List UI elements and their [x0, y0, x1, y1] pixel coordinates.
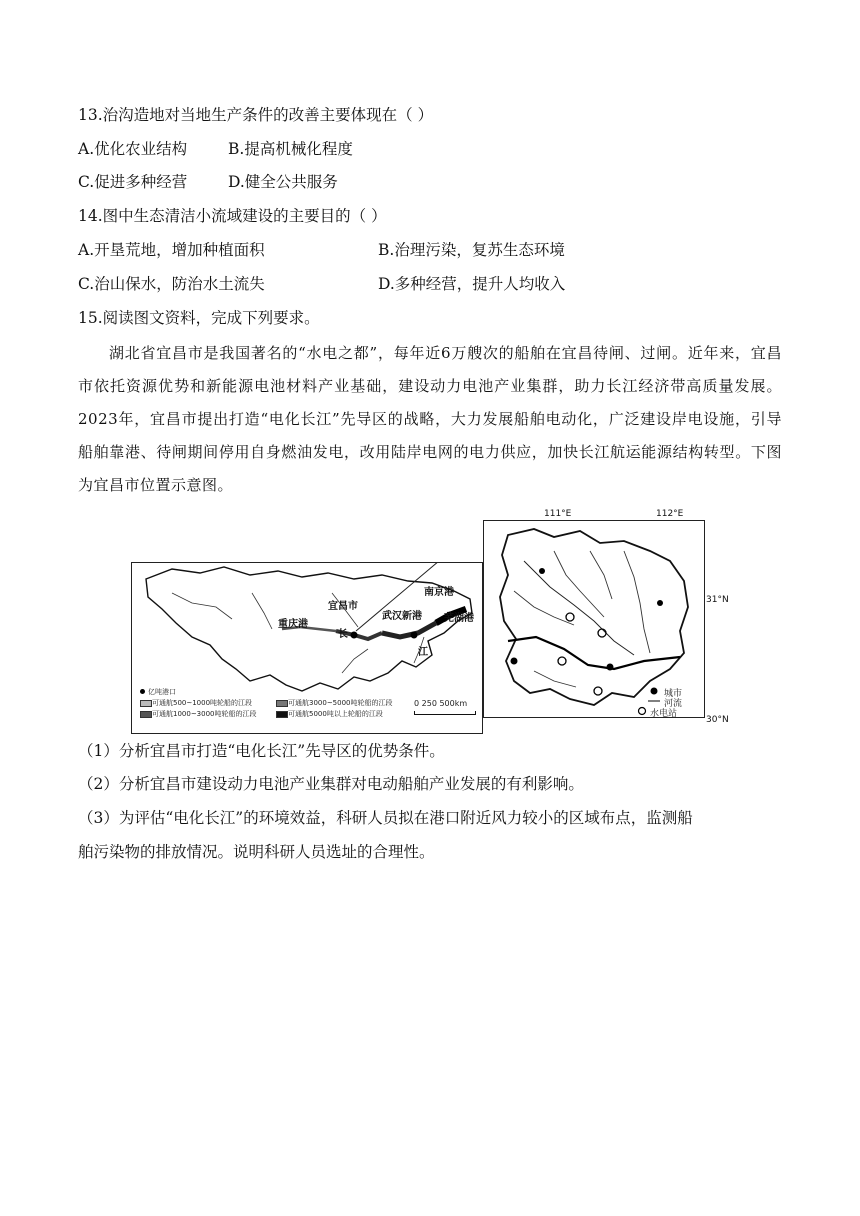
label-nanjing-port: 南京港 [424, 587, 454, 598]
legend-l1: 可通航500~1000吨轮船的江段 [152, 699, 253, 707]
q13-option-c[interactable]: C.促进多种经营 [78, 173, 188, 191]
lat-31: 31°N [706, 595, 729, 605]
scale-text: 0 250 500km [414, 699, 468, 708]
q15-sub3-line1: （3）为评估“电化长江”的环境效益，科研人员拟在港口附近风力较小的区域布点，监测船 [78, 809, 693, 827]
label-wuhan-port: 武汉新港 [382, 611, 422, 622]
label-river-jiang: 江 [418, 647, 428, 658]
q14-stem: 14.图中生态清洁小流域建设的主要目的（ ） [78, 207, 387, 225]
yichang-location-figure [131, 509, 729, 725]
q13-option-d[interactable]: D.健全公共服务 [228, 173, 338, 191]
q14-option-b[interactable]: B.治理污染，复苏生态环境 [378, 241, 565, 259]
legend-l2: 可通航1000~3000吨轮船的江段 [152, 710, 257, 718]
q15-passage: 湖北省宜昌市是我国著名的“水电之都”，每年近6万艘次的船舶在宜昌待闸、过闸。近年来，宜昌市依托资源优势和新能源电池材料产业基础，建设动力电池产业集群，助力长江经济带高质量发展。2023年，宜昌市提出打造“电化长江”先导区的战略，大力发展船舶电动化，广泛建设岸电设施，引导船舶靠港、待闸期间停用自身燃油发电，改用陆岸电网的电力供应，加快长江航运能源结构转型。下图为宜昌市位置示意图。 [78, 344, 782, 494]
legend-station-label: 水电站 [650, 709, 678, 719]
legend-city-label: 城市 [664, 689, 683, 699]
legend-river-label: 河流 [664, 699, 683, 709]
q13-option-b[interactable]: B.提高机械化程度 [228, 140, 353, 158]
legend-swatch-4 [276, 711, 288, 718]
q14-option-a[interactable]: A.开垦荒地，增加种植面积 [78, 241, 265, 259]
yichang-inset-map [483, 509, 729, 725]
q13-option-a[interactable]: A.优化农业结构 [78, 140, 188, 158]
city-dot-2 [607, 664, 614, 671]
yangtze-basin-map [131, 562, 483, 734]
city-dot-3 [539, 568, 545, 574]
label-wuhu-port: 芜湖港 [444, 613, 474, 624]
legend-port: 亿吨港口 [148, 688, 176, 696]
map-legend [138, 687, 478, 731]
lon-112: 112°E [656, 509, 684, 519]
q14-options-row2 [78, 274, 565, 294]
q14-option-d[interactable]: D.多种经营，提升人均收入 [378, 275, 566, 293]
scale-bar [414, 711, 476, 715]
city-dot-1 [511, 658, 518, 665]
label-yichang: 宜昌市 [328, 601, 358, 612]
q14-option-c[interactable]: C.治山保水，防治水土流失 [78, 275, 265, 293]
legend-l4: 可通航5000吨以上轮船的江段 [288, 710, 383, 718]
q15-sub2: （2）分析宜昌市建设动力电池产业集群对电动船舶产业发展的有利影响。 [78, 775, 584, 793]
q13-options-row2 [78, 172, 338, 192]
yichang-port-dot [351, 632, 358, 639]
q13-stem: 13.治沟造地对当地生产条件的改善主要体现在（ ） [78, 106, 434, 124]
legend-swatch-1 [140, 700, 152, 707]
legend-swatch-2 [140, 711, 152, 718]
q15-stem: 15.阅读图文资料，完成下列要求。 [78, 309, 320, 327]
lat-30: 30°N [706, 715, 729, 725]
label-chongqing-port: 重庆港 [278, 619, 308, 630]
q14-options-row1 [78, 240, 565, 260]
q13-options-row1 [78, 139, 353, 159]
wuhan-port-dot [411, 632, 418, 639]
legend-swatch-3 [276, 700, 288, 707]
legend-city-icon [651, 688, 658, 695]
q15-sub1: （1）分析宜昌市打造“电化长江”先导区的优势条件。 [78, 742, 445, 760]
legend-station-icon [639, 708, 646, 715]
city-dot-4 [657, 600, 663, 606]
lon-111: 111°E [544, 509, 572, 519]
label-river-chang: 长 [338, 629, 348, 640]
port-legend-icon [140, 689, 145, 694]
q15-sub3-line2: 舶污染物的排放情况。说明科研人员选址的合理性。 [78, 843, 435, 861]
legend-l3: 可通航3000~5000吨轮船的江段 [288, 699, 393, 707]
